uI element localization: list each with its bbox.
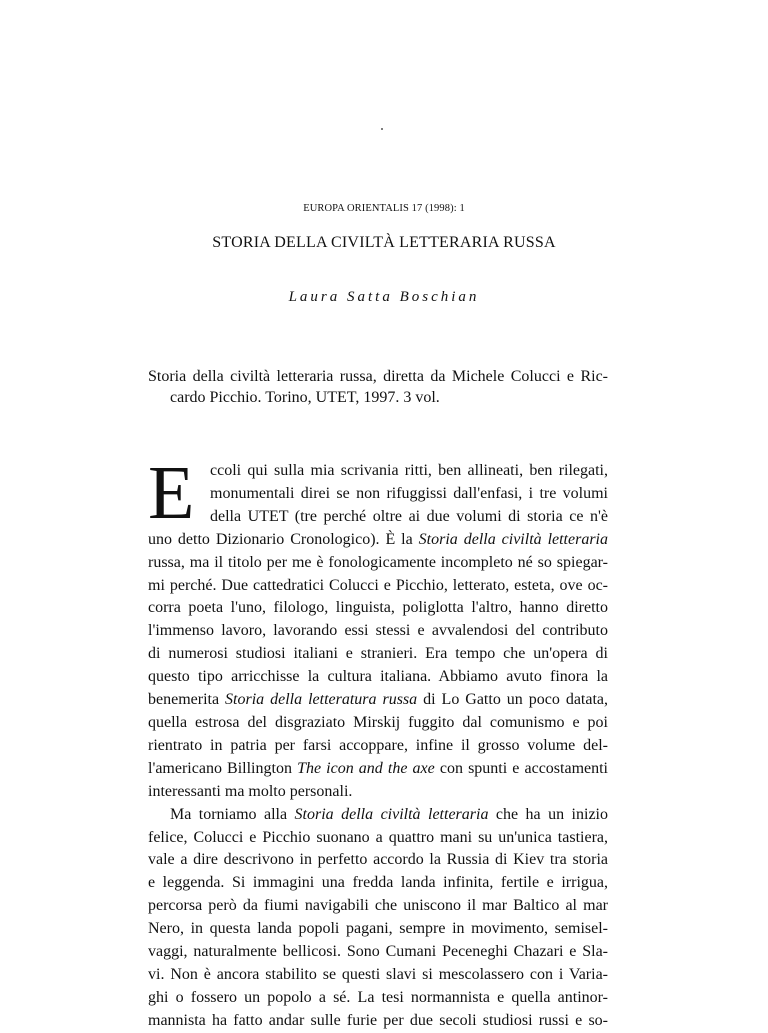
text-line: rientrato in patria per farsi accoppare, infine il grosso volume del- xyxy=(148,736,608,754)
text-line: russa, ma il titolo per me è fonologicamente incompleto né so spiegar- xyxy=(148,553,608,571)
text-line: ccoli qui sulla mia scrivania ritti, ben allineati, ben rilegati, xyxy=(210,462,608,479)
text-line: di numerosi studiosi italiani e stranieri. Era tempo che un'opera di xyxy=(148,645,608,663)
paragraph-opening xyxy=(148,451,608,535)
text-line: Nero, in questa landa popoli pagani, sempre in movimento, semisel- xyxy=(148,920,608,938)
text-line: della UTET (tre perché oltre ai due volumi di storia ce n'è xyxy=(210,507,608,525)
article-body xyxy=(148,451,609,1033)
article-title: STORIA DELLA CIVILTÀ LETTERARIA RUSSA xyxy=(212,234,556,251)
text-line: monumentali direi se non rifuggissi dall'enfasi, i tre volumi xyxy=(210,484,608,502)
text-line: quella estrosa del disgraziato Mirskij fuggito dal comunismo e poi xyxy=(148,713,608,731)
italic-title: Storia della civiltà letteraria xyxy=(418,530,609,548)
speck-mark xyxy=(381,128,383,130)
italic-title: Storia della letteratura russa xyxy=(225,691,418,709)
journal-citation: EUROPA ORIENTALIS 17 (1998): 1 xyxy=(303,203,465,214)
text-line: felice, Colucci e Picchio suonano a quattro mani su un'unica tastiera, xyxy=(148,828,608,846)
text-line: interessanti ma molto personali. xyxy=(148,782,353,800)
book-reference xyxy=(148,366,608,408)
text-line: mannista ha fatto andar sulle furie per due secoli studiosi russi e so- xyxy=(148,1011,608,1029)
text-line: questo tipo arricchisse la cultura italiana. Abbiamo avuto finora la xyxy=(148,668,608,686)
reference-line: Storia della civiltà letteraria russa, diretta da Michele Colucci e Ric- xyxy=(148,368,608,385)
text-line: uno detto Dizionario Cronologico). È la Storia della civiltà letteraria xyxy=(148,530,609,548)
text-line: l'immenso lavoro, lavorando essi stessi e avvalendosi del contributo xyxy=(148,622,608,640)
reference-line: cardo Picchio. Torino, UTET, 1997. 3 vol. xyxy=(170,389,440,406)
italic-title: Storia della civiltà letteraria xyxy=(294,805,489,823)
text-line: percorsa però da fiumi navigabili che uniscono il mar Baltico al mar xyxy=(148,897,608,915)
italic-title: The icon and the axe xyxy=(297,759,435,777)
text-line: corra poeta l'uno, filologo, linguista, poliglotta l'altro, hanno diretto xyxy=(148,599,608,617)
text-line: ghi o fossero un popolo a sé. La tesi normannista e quella antinor- xyxy=(148,988,608,1006)
text-line: vi. Non è ancora stabilito se questi slavi si mescolassero con i Varia- xyxy=(148,965,608,983)
text-line: vaggi, naturalmente bellicosi. Sono Cumani Peceneghi Chazari e Sla- xyxy=(148,943,608,961)
text-line: benemerita Storia della letteratura russa di Lo Gatto un poco datata, xyxy=(148,691,609,709)
text-line: e leggenda. Si immagini una fredda landa infinita, fertile e irrigua, xyxy=(148,874,608,892)
text-line: vale a dire descrivono in perfetto accordo la Russia di Kiev tra storia xyxy=(148,851,608,869)
text-line: Ma torniamo alla Storia della civiltà letteraria che ha un inizio xyxy=(170,805,608,823)
article-author: Laura Satta Boschian xyxy=(288,289,480,305)
drop-cap: E xyxy=(148,451,195,535)
text-line: l'americano Billington The icon and the axe con spunti e accostamenti xyxy=(148,759,609,777)
text-line: mi perché. Due cattedratici Colucci e Picchio, letterato, esteta, ove oc- xyxy=(148,576,608,594)
